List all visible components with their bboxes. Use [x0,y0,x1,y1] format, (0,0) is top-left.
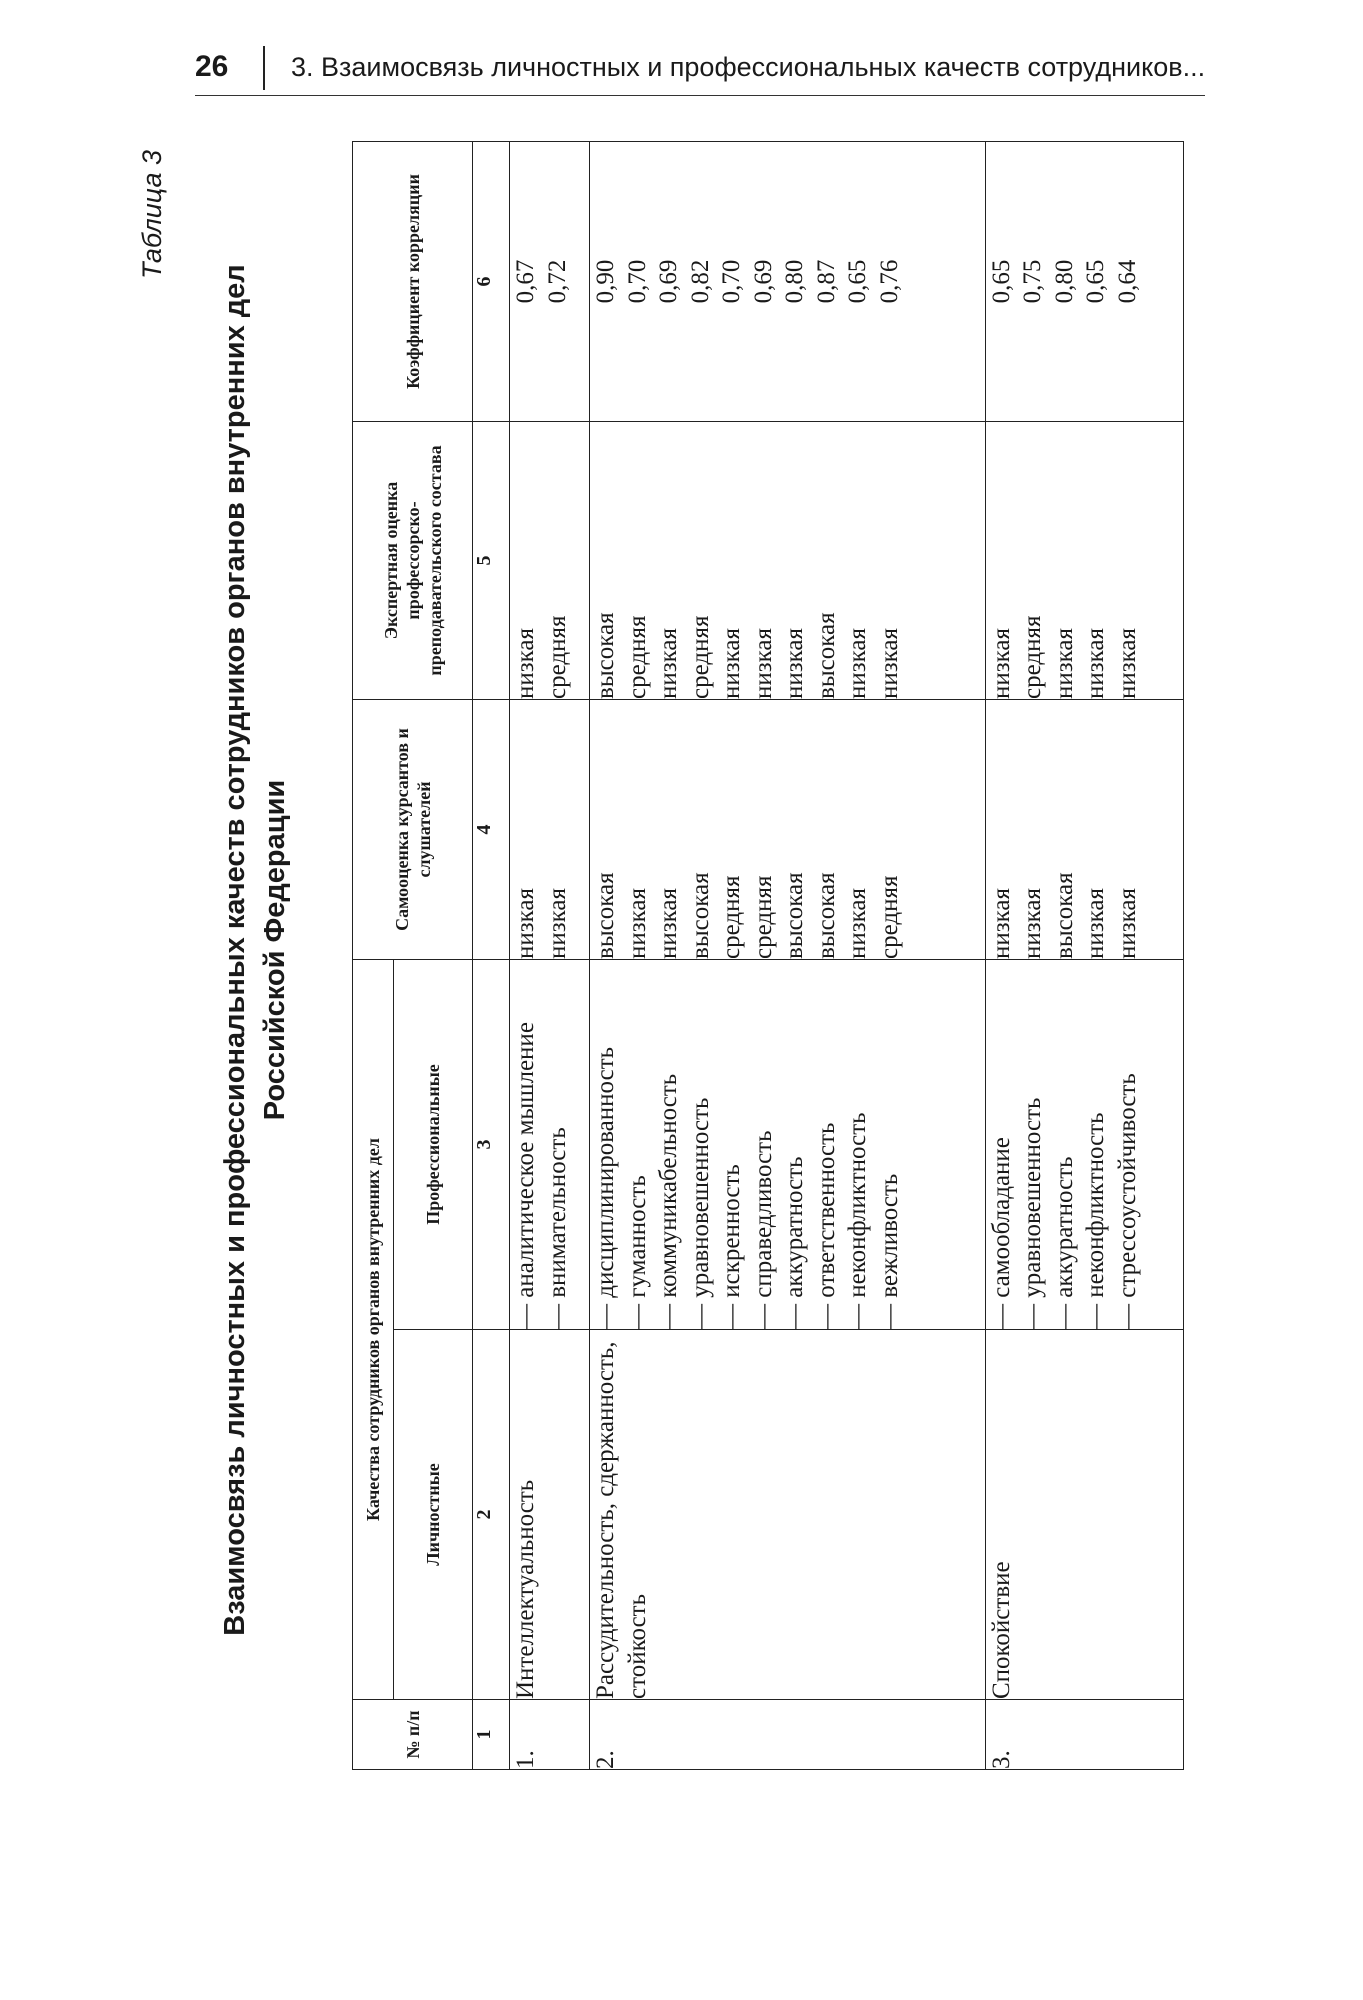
professional-qualities-list [985,959,1183,1329]
table-row-group-1 [510,141,590,1769]
expert-assessment-value: низкая [749,627,777,699]
personal-quality [590,1330,986,1700]
expert-assessment-value: средняя [1019,615,1047,699]
col-header-correlation: Коэффициент корреляции [353,141,473,421]
self-assessment-value: высокая [1050,872,1078,959]
correlation-value: 0,80 [1050,259,1078,304]
professional-quality: — самообладание [986,960,1018,1329]
correlation-list [985,141,1183,421]
self-assessment-value: низкая [1019,887,1047,959]
professional-quality: — искренность [716,960,748,1329]
header-divider [263,46,265,90]
self-assessment-list [590,699,986,959]
expert-assessment-list [510,421,590,699]
col-header-num: № п/п [353,1700,473,1770]
personal-quality: Интеллектуальность [510,1330,590,1700]
professional-quality: — неконфликтность [1080,960,1112,1329]
correlation-value: 0,70 [623,259,651,304]
self-assessment-value: высокая [781,872,809,959]
table-title [215,170,295,1730]
row-number: 1. [510,1700,590,1770]
professional-quality: — дисциплинированность [590,960,622,1329]
column-number: 4 [473,699,510,959]
expert-assessment-value: высокая [592,612,620,699]
correlation-value: 0,70 [718,259,746,304]
self-assessment-value: низкая [623,887,651,959]
self-assessment-value: средняя [875,875,903,959]
professional-quality: — внимательность [542,960,574,1329]
correlation-value: 0,72 [543,259,571,304]
table-title-line-2: Российской Федерации [259,779,291,1121]
column-number: 5 [473,421,510,699]
row-number: 3. [985,1700,1183,1770]
expert-assessment-value: низкая [655,627,683,699]
row-number: 2. [590,1700,986,1770]
correlation-value: 0,69 [655,259,683,304]
expert-assessment-value: средняя [686,615,714,699]
self-assessment-value: низкая [987,887,1015,959]
rotated-page-content [137,130,1215,1770]
professional-quality: — аккуратность [779,960,811,1329]
self-assessment-value: высокая [592,872,620,959]
professional-quality: — вежливость [874,960,906,1329]
professional-qualities-list [510,959,590,1329]
table-label: Таблица 3 [137,150,167,280]
expert-assessment-list [985,421,1183,699]
column-number: 3 [473,959,510,1329]
running-header [195,46,1205,96]
col-header-personal: Личностные [394,1330,473,1700]
correlation-table [352,141,1184,1770]
self-assessment-value: низкая [543,887,571,959]
table-row-group-3 [985,141,1183,1769]
correlation-value: 0,87 [812,259,840,304]
expert-assessment-value: высокая [812,612,840,699]
correlation-value: 0,64 [1113,259,1141,304]
self-assessment-value: низкая [1113,887,1141,959]
self-assessment-value: средняя [718,875,746,959]
professional-quality: — справедливость [748,960,780,1329]
col-header-expert-assessment: Экспертная оценка профессорско-преподавательского состава [353,421,473,699]
expert-assessment-value: низкая [875,627,903,699]
col-header-self-assessment: Самооценка курсантов и слушателей [353,699,473,959]
correlation-value: 0,82 [686,259,714,304]
expert-assessment-value: низкая [844,627,872,699]
col-header-professional: Профессиональные [394,959,473,1329]
self-assessment-value: низкая [844,887,872,959]
column-number: 1 [473,1700,510,1770]
self-assessment-value: низкая [1082,887,1110,959]
table-row-group-2 [590,141,986,1769]
chapter-title: 3. Взаимосвязь личностных и профессиональных качеств сотрудников... [291,52,1206,82]
professional-quality: — неконфликтность [842,960,874,1329]
correlation-value: 0,90 [592,259,620,304]
page-number: 26 [195,50,229,83]
correlation-value: 0,67 [512,259,539,304]
expert-assessment-value: низкая [987,627,1015,699]
self-assessment-value: низкая [512,887,539,959]
self-assessment-list [510,699,590,959]
column-number-row [473,141,510,1769]
correlation-list [590,141,986,421]
expert-assessment-value: средняя [543,615,571,699]
correlation-value: 0,65 [987,259,1015,304]
expert-assessment-value: низкая [781,627,809,699]
expert-assessment-value: низкая [1113,627,1141,699]
self-assessment-value: низкая [655,887,683,959]
personal-quality: Спокойствие [985,1330,1183,1700]
professional-quality: — стрессоустойчивость [1112,960,1144,1329]
professional-quality: — уравновешенность [1017,960,1049,1329]
expert-assessment-value: средняя [623,615,651,699]
professional-quality: — аккуратность [1049,960,1081,1329]
correlation-value: 0,65 [1082,259,1110,304]
personal-quality-text: Рассудительность, сдержанность, стойкость [592,1341,651,1699]
expert-assessment-value: низкая [512,627,539,699]
correlation-value: 0,75 [1019,259,1047,304]
header-rule [195,95,1205,96]
expert-assessment-value: низкая [718,627,746,699]
professional-quality: — уравновешенность [685,960,717,1329]
correlation-list [510,141,590,421]
self-assessment-value: средняя [749,875,777,959]
correlation-value: 0,80 [781,259,809,304]
professional-quality: — гуманность [622,960,654,1329]
column-number: 6 [473,141,510,421]
correlation-value: 0,76 [875,259,903,304]
professional-qualities-list [590,959,986,1329]
col-header-qualities: Качества сотрудников органов внутренних дел [353,959,394,1699]
self-assessment-value: высокая [686,872,714,959]
table-title-line-1: Взаимосвязь личностных и профессиональных качеств сотрудников органов внутренних дел [219,264,251,1636]
expert-assessment-value: низкая [1050,627,1078,699]
self-assessment-list [985,699,1183,959]
professional-quality: — аналитическое мышление [510,960,542,1329]
correlation-value: 0,69 [749,259,777,304]
correlation-value: 0,65 [844,259,872,304]
header-row-1 [353,141,394,1769]
expert-assessment-list [590,421,986,699]
professional-quality: — коммуникабельность [653,960,685,1329]
expert-assessment-value: низкая [1082,627,1110,699]
self-assessment-value: высокая [812,872,840,959]
column-number: 2 [473,1330,510,1700]
professional-quality: — ответственность [811,960,843,1329]
